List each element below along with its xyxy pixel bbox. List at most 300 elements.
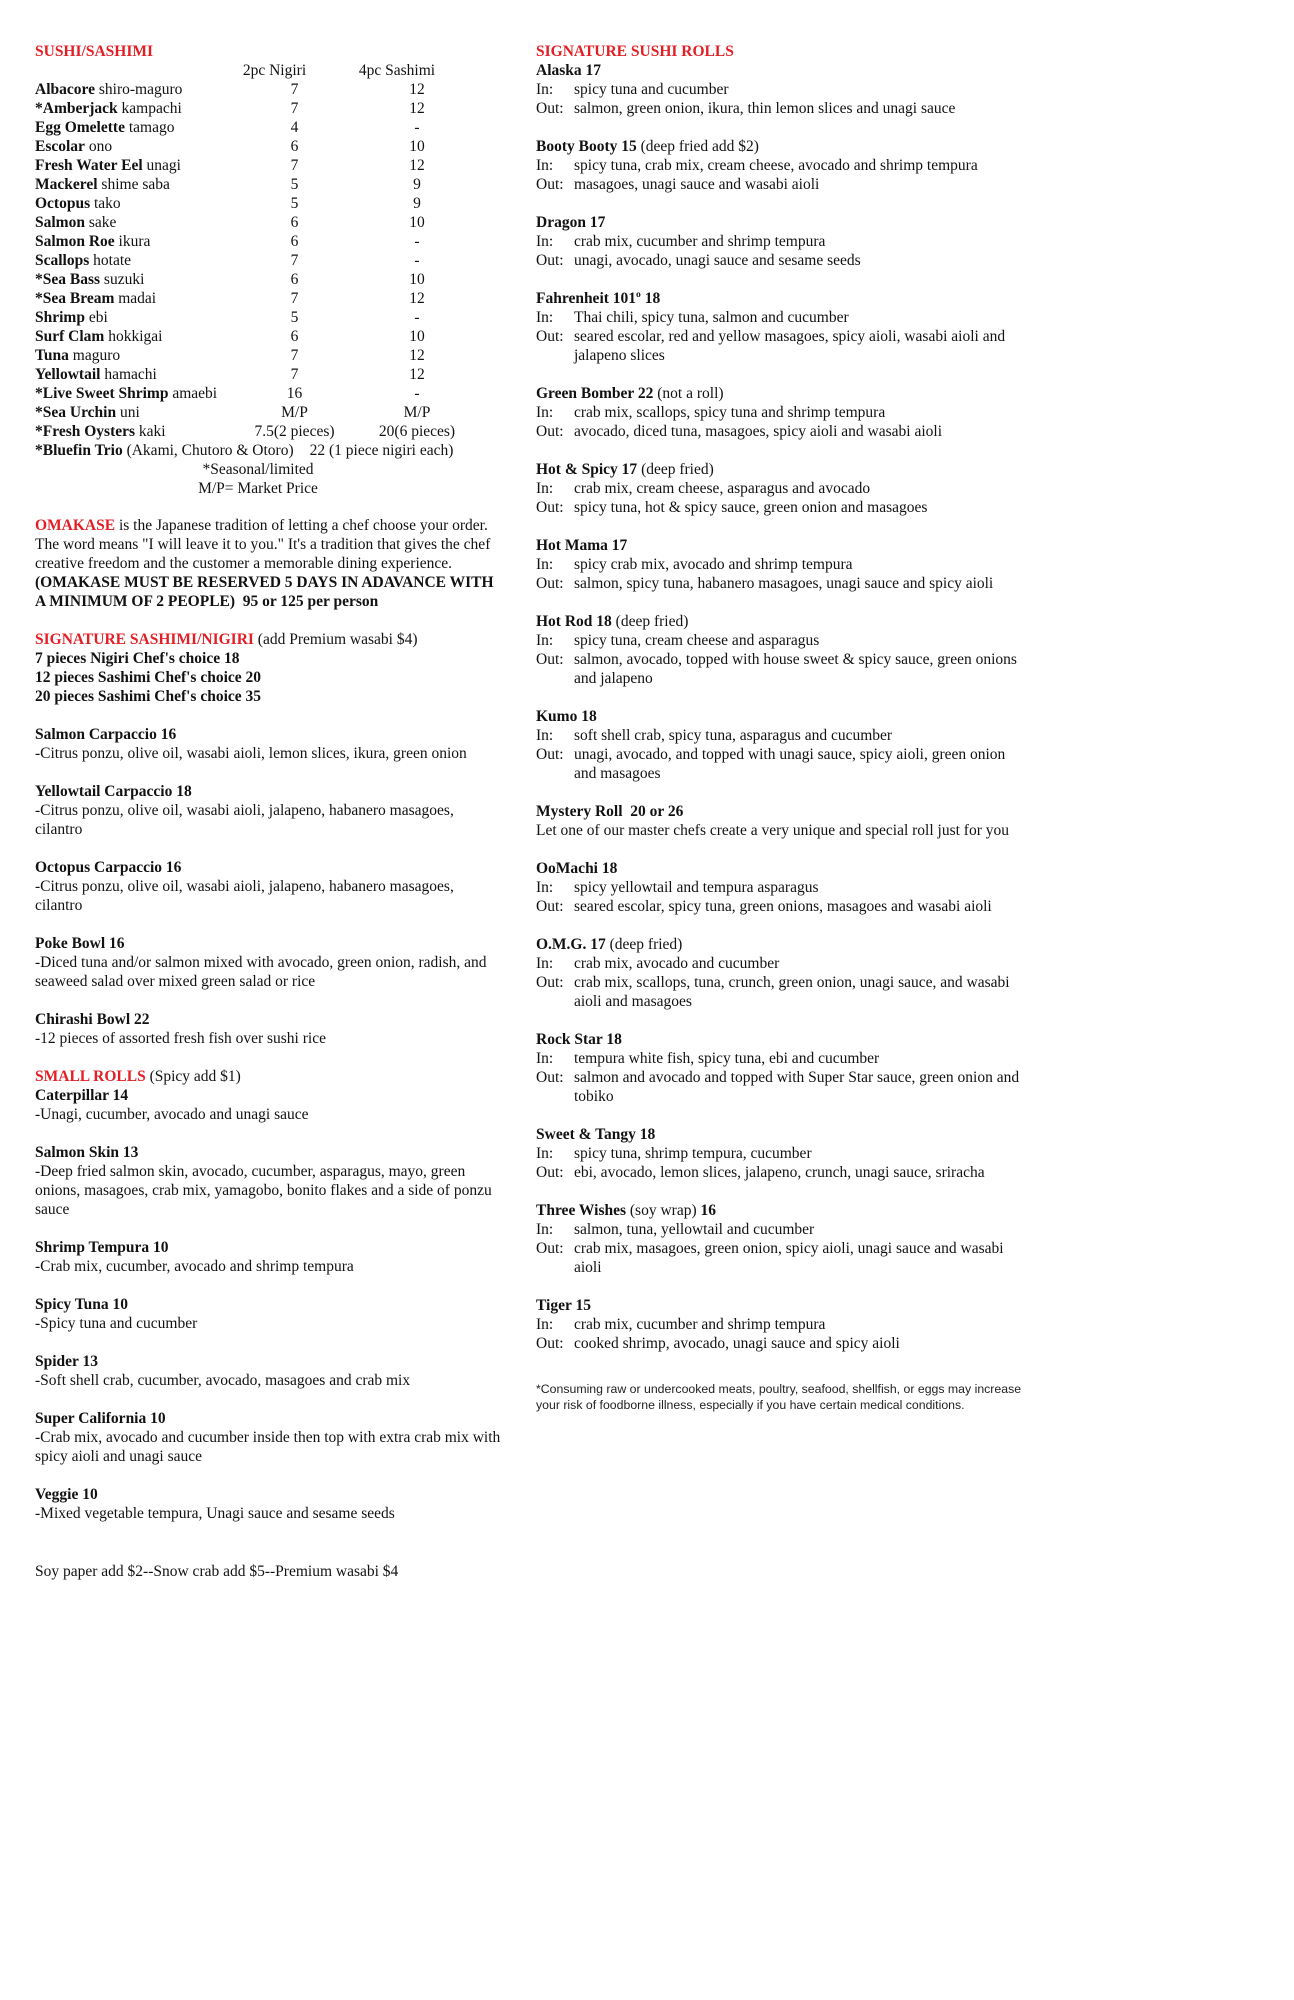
menu-item-description: -Citrus ponzu, olive oil, wasabi aioli, jalapeno, habanero masagoes, cilantro xyxy=(35,802,454,838)
fish-name-cell xyxy=(35,422,242,441)
roll-title xyxy=(536,61,1023,80)
fish-name: Shrimp xyxy=(35,309,85,326)
out-label: Out: xyxy=(536,746,564,763)
nigiri-price: 6 xyxy=(290,271,299,288)
roll-name: Rock Star 18 xyxy=(536,1031,622,1048)
fish-name-cell xyxy=(35,80,242,99)
nigiri-price: 7 xyxy=(290,290,299,307)
roll-in-line xyxy=(536,954,1023,973)
roll-in-line xyxy=(536,878,1023,897)
signature-roll xyxy=(536,802,1023,840)
roll-in-ingredients: tempura white fish, spicy tuna, ebi and cucumber xyxy=(574,1050,880,1067)
fish-japanese-name: uni xyxy=(119,404,140,421)
roll-name: Kumo 18 xyxy=(536,708,597,725)
fish-name-cell xyxy=(35,99,242,118)
roll-title xyxy=(536,289,1023,308)
fish-japanese-name: amaebi xyxy=(172,385,218,402)
sashimi-price: - xyxy=(414,385,420,402)
signature-roll xyxy=(536,289,1023,365)
roll-price: 18 xyxy=(644,290,661,307)
nigiri-price: 6 xyxy=(290,138,299,155)
sashimi-price: 12 xyxy=(409,100,425,117)
menu-item-name: Poke Bowl 16 xyxy=(35,935,125,952)
roll-out-ingredients: salmon, spicy tuna, habanero masagoes, unagi sauce and spicy aioli xyxy=(574,575,994,592)
in-label: In: xyxy=(536,632,554,649)
roll-name-superscript: o xyxy=(636,288,641,300)
signature-roll xyxy=(536,1201,1023,1277)
nigiri-price: 7 xyxy=(290,100,299,117)
roll-title xyxy=(536,536,1023,555)
col-header-sashimi: 4pc Sashimi xyxy=(358,62,436,79)
menu-item-title xyxy=(35,1409,503,1428)
signature-roll xyxy=(536,1296,1023,1353)
menu-item-name: Salmon Carpaccio 16 xyxy=(35,726,177,743)
fish-japanese-name: ikura xyxy=(118,233,151,250)
nigiri-price: 7.5(2 pieces) xyxy=(254,423,335,440)
signature-roll xyxy=(536,137,1023,194)
fish-japanese-name: kampachi xyxy=(121,100,182,117)
sashimi-price: 10 xyxy=(409,138,425,155)
fish-japanese-name: hokkigai xyxy=(108,328,163,345)
fish-name-cell xyxy=(35,365,242,384)
out-label: Out: xyxy=(536,575,564,592)
fish-name-cell xyxy=(35,289,242,308)
out-label: Out: xyxy=(536,1240,564,1257)
roll-name: OoMachi 18 xyxy=(536,860,618,877)
roll-out-ingredients: unagi, avocado, and topped with unagi sauce, spicy aioli, green onion and masagoes xyxy=(574,746,1006,782)
menu-item xyxy=(35,1352,503,1390)
roll-out-line xyxy=(536,650,1023,688)
fish-japanese-name: ono xyxy=(88,138,113,155)
roll-name: Booty Booty 15 xyxy=(536,138,637,155)
menu-item xyxy=(35,725,503,763)
nigiri-price: 7 xyxy=(290,157,299,174)
fish-name: Salmon Roe xyxy=(35,233,115,250)
in-label: In: xyxy=(536,556,554,573)
section-heading-signature-rolls: SIGNATURE SUSHI ROLLS xyxy=(536,43,734,60)
roll-end-note: (deep fried) xyxy=(609,936,683,953)
nigiri-price: 7 xyxy=(290,366,299,383)
roll-in-ingredients: crab mix, scallops, spicy tuna and shrimp tempura xyxy=(574,404,886,421)
fish-japanese-name: kaki xyxy=(138,423,166,440)
fish-name: Escolar xyxy=(35,138,85,155)
menu-item-description: -Crab mix, avocado and cucumber inside then top with extra crab mix with spicy aioli and unagi sauce xyxy=(35,1429,501,1465)
out-label: Out: xyxy=(536,1335,564,1352)
in-label: In: xyxy=(536,1145,554,1162)
section-heading-small-rolls xyxy=(35,1067,503,1086)
fish-japanese-name: shime saba xyxy=(101,176,170,193)
menu-item-name: Caterpillar 14 xyxy=(35,1087,129,1104)
roll-in-line xyxy=(536,232,1023,251)
roll-in-line xyxy=(536,479,1023,498)
roll-out-line xyxy=(536,973,1023,1011)
menu-item-name: Yellowtail Carpaccio 18 xyxy=(35,783,192,800)
small-rolls-section xyxy=(35,1067,503,1523)
sushi-sashimi-section xyxy=(35,42,503,498)
nigiri-price: 4 xyxy=(290,119,299,136)
fish-japanese-name: tako xyxy=(94,195,121,212)
roll-out-ingredients: cooked shrimp, avocado, unagi sauce and spicy aioli xyxy=(574,1335,900,1352)
sushi-table-row xyxy=(35,346,503,365)
menu-item xyxy=(35,782,503,839)
nigiri-price: 5 xyxy=(290,195,299,212)
roll-in-ingredients: spicy tuna, cream cheese and asparagus xyxy=(574,632,820,649)
signature-roll xyxy=(536,536,1023,593)
roll-out-line xyxy=(536,99,1023,118)
fish-name-cell xyxy=(35,308,242,327)
menu-item-description: -Deep fried salmon skin, avocado, cucumber, asparagus, mayo, green onions, masagoes, crab mix, yamagobo, bonito flakes and a side of ponzu sauce xyxy=(35,1163,492,1218)
signature-roll xyxy=(536,1030,1023,1106)
sushi-table-row xyxy=(35,251,503,270)
fish-japanese-name: shiro-maguro xyxy=(98,81,183,98)
nigiri-price: 6 xyxy=(290,328,299,345)
menu-item-title xyxy=(35,1485,503,1504)
roll-out-line xyxy=(536,897,1023,916)
signature-roll xyxy=(536,707,1023,783)
raw-food-disclaimer: *Consuming raw or undercooked meats, poultry, seafood, shellfish, or eggs may increase your risk of foodborne illness, especially if you have certain medical conditions. xyxy=(536,1382,1022,1412)
fish-name: *Sea Bream xyxy=(35,290,115,307)
signature-roll xyxy=(536,859,1023,916)
bluefin-sub: (Akami, Chutoro & Otoro) xyxy=(126,442,294,459)
omakase-lead: OMAKASE xyxy=(35,517,116,534)
menu-item-description: -Soft shell crab, cucumber, avocado, masagoes and crab mix xyxy=(35,1372,411,1389)
roll-in-ingredients: spicy tuna and cucumber xyxy=(574,81,729,98)
fish-name: Scallops xyxy=(35,252,90,269)
nigiri-price: M/P xyxy=(281,404,308,421)
empty-header-cell xyxy=(35,61,242,80)
fish-name-cell xyxy=(35,251,242,270)
roll-title xyxy=(536,1030,1023,1049)
fish-japanese-name: madai xyxy=(118,290,157,307)
sushi-table-row xyxy=(35,194,503,213)
sashimi-price: - xyxy=(414,252,420,269)
in-label: In: xyxy=(536,727,554,744)
fish-name-cell xyxy=(35,175,242,194)
out-label: Out: xyxy=(536,651,564,668)
sushi-table-row xyxy=(35,384,503,403)
signature-roll xyxy=(536,1125,1023,1182)
fish-name-cell xyxy=(35,137,242,156)
menu-item xyxy=(35,858,503,915)
roll-out-line xyxy=(536,574,1023,593)
sushi-table-row xyxy=(35,327,503,346)
roll-name: O.M.G. 17 xyxy=(536,936,606,953)
fish-name: Octopus xyxy=(35,195,91,212)
roll-out-line xyxy=(536,1334,1023,1353)
sushi-table-row xyxy=(35,403,503,422)
fish-name: Albacore xyxy=(35,81,95,98)
out-label: Out: xyxy=(536,898,564,915)
out-label: Out: xyxy=(536,974,564,991)
sashimi-price: 12 xyxy=(409,366,425,383)
omakase-reservation-note: (OMAKASE MUST BE RESERVED 5 DAYS IN ADAVANCE WITH A MINIMUM OF 2 PEOPLE) 95 or 125 per person xyxy=(35,574,497,610)
fish-name-cell xyxy=(35,118,242,137)
roll-out-ingredients: crab mix, scallops, tuna, crunch, green onion, unagi sauce, and wasabi aioli and masagoes xyxy=(574,974,1010,1010)
roll-in-line xyxy=(536,631,1023,650)
roll-name: Dragon 17 xyxy=(536,214,606,231)
roll-out-ingredients: salmon and avocado and topped with Super Star sauce, green onion and tobiko xyxy=(574,1069,1020,1105)
addons-footer-note: Soy paper add $2--Snow crab add $5--Premium wasabi $4 xyxy=(35,1563,399,1580)
roll-out-ingredients: masagoes, unagi sauce and wasabi aioli xyxy=(574,176,820,193)
roll-out-line xyxy=(536,498,1023,517)
roll-end-note: (deep fried) xyxy=(615,613,689,630)
nigiri-price: 7 xyxy=(290,347,299,364)
menu-item-title xyxy=(35,934,503,953)
sushi-table-row xyxy=(35,308,503,327)
sushi-table-row xyxy=(35,156,503,175)
signature-roll xyxy=(536,61,1023,118)
fish-name: Surf Clam xyxy=(35,328,105,345)
roll-out-ingredients: seared escolar, spicy tuna, green onions, masagoes and wasabi aioli xyxy=(574,898,992,915)
roll-title xyxy=(536,612,1023,631)
roll-out-ingredients: crab mix, masagoes, green onion, spicy aioli, unagi sauce and wasabi aioli xyxy=(574,1240,1004,1276)
roll-in-ingredients: crab mix, cucumber and shrimp tempura xyxy=(574,233,826,250)
omakase-body: is the Japanese tradition of letting a chef choose your order. The word means "I will leave it to you." It's a tradition that gives the chef creative freedom and the customer a memorable dining experience. xyxy=(35,517,491,572)
fish-name: *Fresh Oysters xyxy=(35,423,136,440)
sashimi-price: M/P xyxy=(403,404,431,421)
sushi-table-row xyxy=(35,80,503,99)
sushi-table-row xyxy=(35,137,503,156)
out-label: Out: xyxy=(536,176,564,193)
menu-item-name: Shrimp Tempura 10 xyxy=(35,1239,169,1256)
roll-in-line xyxy=(536,156,1023,175)
roll-name: Hot Mama 17 xyxy=(536,537,628,554)
menu-item-name: Spider 13 xyxy=(35,1353,99,1370)
menu-item xyxy=(35,1086,503,1124)
specialties-list xyxy=(35,725,503,1048)
fish-name-cell xyxy=(35,270,242,289)
roll-price: 16 xyxy=(700,1202,716,1219)
roll-name: Sweet & Tangy 18 xyxy=(536,1126,656,1143)
fish-name: Fresh Water Eel xyxy=(35,157,143,174)
roll-name: Green Bomber 22 xyxy=(536,385,654,402)
in-label: In: xyxy=(536,955,554,972)
roll-out-ingredients: salmon, green onion, ikura, thin lemon slices and unagi sauce xyxy=(574,100,956,117)
in-label: In: xyxy=(536,1050,554,1067)
fish-name: *Live Sweet Shrimp xyxy=(35,385,169,402)
sushi-table-row xyxy=(35,365,503,384)
sushi-table xyxy=(35,80,503,441)
roll-out-line xyxy=(536,251,1023,270)
roll-title xyxy=(536,1201,1023,1220)
small-rolls-note: (Spicy add $1) xyxy=(149,1068,241,1085)
nigiri-price: 6 xyxy=(290,233,299,250)
menu-item-description: -Crab mix, cucumber, avocado and shrimp tempura xyxy=(35,1258,354,1275)
in-label: In: xyxy=(536,1221,554,1238)
sushi-table-row xyxy=(35,99,503,118)
section-heading-signature-sashimi xyxy=(35,630,503,649)
fish-name: Mackerel xyxy=(35,176,98,193)
menu-item-title xyxy=(35,1086,503,1105)
roll-out-ingredients: ebi, avocado, lemon slices, jalapeno, crunch, unagi sauce, sriracha xyxy=(574,1164,985,1181)
left-column xyxy=(35,42,503,1523)
menu-item-title xyxy=(35,1143,503,1162)
signature-sashimi-option: 7 pieces Nigiri Chef's choice 18 xyxy=(35,650,240,667)
roll-name: Fahrenheit 101 xyxy=(536,290,637,307)
signature-roll xyxy=(536,384,1023,441)
menu-item-description: -Mixed vegetable tempura, Unagi sauce and sesame seeds xyxy=(35,1505,395,1522)
roll-in-line xyxy=(536,403,1023,422)
menu-item xyxy=(35,1238,503,1276)
out-label: Out: xyxy=(536,1164,564,1181)
sashimi-price: 12 xyxy=(409,290,425,307)
fish-name: Tuna xyxy=(35,347,69,364)
signature-roll xyxy=(536,213,1023,270)
menu-item-name: Chirashi Bowl 22 xyxy=(35,1011,150,1028)
bluefin-trio-line xyxy=(35,441,503,460)
roll-in-line xyxy=(536,555,1023,574)
nigiri-price: 6 xyxy=(290,214,299,231)
out-label: Out: xyxy=(536,423,564,440)
roll-out-line xyxy=(536,1239,1023,1277)
in-label: In: xyxy=(536,81,554,98)
menu-item-name: Spicy Tuna 10 xyxy=(35,1296,129,1313)
roll-title xyxy=(536,859,1023,878)
menu-item-title xyxy=(35,1295,503,1314)
menu-item-name: Veggie 10 xyxy=(35,1486,98,1503)
sushi-table-row xyxy=(35,422,503,441)
menu-item-title xyxy=(35,782,503,801)
menu-item-name: Salmon Skin 13 xyxy=(35,1144,139,1161)
in-label: In: xyxy=(536,309,554,326)
sashimi-price: 9 xyxy=(413,176,421,193)
roll-name: Three Wishes xyxy=(536,1202,627,1219)
out-label: Out: xyxy=(536,499,564,516)
fish-japanese-name: suzuki xyxy=(103,271,145,288)
menu-item xyxy=(35,1143,503,1219)
fish-name-cell xyxy=(35,194,242,213)
roll-in-ingredients: crab mix, cucumber and shrimp tempura xyxy=(574,1316,826,1333)
menu-item xyxy=(35,1409,503,1466)
roll-in-ingredients: Thai chili, spicy tuna, salmon and cucumber xyxy=(574,309,849,326)
signature-sashimi-heading: SIGNATURE SASHIMI/NIGIRI xyxy=(35,631,254,648)
roll-name: Alaska 17 xyxy=(536,62,602,79)
roll-end-note: (deep fried add $2) xyxy=(640,138,759,155)
roll-name: Hot Rod 18 xyxy=(536,613,612,630)
roll-title xyxy=(536,1296,1023,1315)
sashimi-price: 10 xyxy=(409,328,425,345)
roll-in-ingredients: spicy crab mix, avocado and shrimp tempura xyxy=(574,556,853,573)
menu-item-title xyxy=(35,1238,503,1257)
fish-japanese-name: hotate xyxy=(93,252,132,269)
menu-item xyxy=(35,1295,503,1333)
roll-title xyxy=(536,1125,1023,1144)
nigiri-price: 7 xyxy=(290,81,299,98)
bluefin-price: 22 (1 piece nigiri each) xyxy=(309,442,454,459)
out-label: Out: xyxy=(536,252,564,269)
signature-roll xyxy=(536,935,1023,1011)
sushi-table-row xyxy=(35,175,503,194)
menu-item-description: -Unagi, cucumber, avocado and unagi sauce xyxy=(35,1106,309,1123)
in-label: In: xyxy=(536,879,554,896)
small-rolls-heading: SMALL ROLLS xyxy=(35,1068,146,1085)
menu-item-title xyxy=(35,1010,503,1029)
in-label: In: xyxy=(536,233,554,250)
sushi-table-row xyxy=(35,213,503,232)
roll-out-line xyxy=(536,745,1023,783)
menu-item-name: Octopus Carpaccio 16 xyxy=(35,859,182,876)
roll-out-ingredients: unagi, avocado, unagi sauce and sesame seeds xyxy=(574,252,861,269)
fish-name: Egg Omelette xyxy=(35,119,125,136)
roll-end-note: (deep fried) xyxy=(641,461,714,478)
fish-name-cell xyxy=(35,156,242,175)
sushi-table-row xyxy=(35,289,503,308)
fish-japanese-name: unagi xyxy=(146,157,181,174)
menu-item xyxy=(35,934,503,991)
roll-in-ingredients: spicy tuna, crab mix, cream cheese, avocado and shrimp tempura xyxy=(574,157,978,174)
fish-name-cell xyxy=(35,232,242,251)
fish-name: Yellowtail xyxy=(35,366,101,383)
fish-name-cell xyxy=(35,403,242,422)
signature-roll xyxy=(536,612,1023,688)
sushi-table-header-row xyxy=(35,61,503,80)
roll-name: Mystery Roll 20 or 26 xyxy=(536,803,684,820)
sashimi-price: 10 xyxy=(409,271,425,288)
roll-in-line xyxy=(536,726,1023,745)
bluefin-name: *Bluefin Trio xyxy=(35,442,123,459)
omakase-paragraph xyxy=(35,516,503,573)
roll-title xyxy=(536,935,1023,954)
sashimi-price: - xyxy=(414,233,420,250)
roll-in-line xyxy=(536,80,1023,99)
out-label: Out: xyxy=(536,100,564,117)
section-heading-sushi-sashimi: SUSHI/SASHIMI xyxy=(35,43,154,60)
table-note: M/P= Market Price xyxy=(198,480,318,497)
menu-item-title xyxy=(35,725,503,744)
roll-title xyxy=(536,384,1023,403)
roll-title xyxy=(536,707,1023,726)
roll-title xyxy=(536,460,1023,479)
roll-title xyxy=(536,137,1023,156)
sashimi-price: 10 xyxy=(409,214,425,231)
signature-sashimi-section xyxy=(35,630,503,706)
nigiri-price: 7 xyxy=(290,252,299,269)
fish-name-cell xyxy=(35,346,242,365)
small-rolls-list xyxy=(35,1086,503,1523)
menu-item-title xyxy=(35,1352,503,1371)
fish-name: *Sea Bass xyxy=(35,271,101,288)
fish-name-cell xyxy=(35,384,242,403)
menu-item-description: -Spicy tuna and cucumber xyxy=(35,1315,198,1332)
sashimi-price: 20(6 pieces) xyxy=(378,423,456,440)
in-label: In: xyxy=(536,1316,554,1333)
roll-in-line xyxy=(536,1220,1023,1239)
signature-sashimi-option: 20 pieces Sashimi Chef's choice 35 xyxy=(35,688,262,705)
signature-roll xyxy=(536,460,1023,517)
roll-in-line xyxy=(536,1049,1023,1068)
roll-name: Tiger 15 xyxy=(536,1297,591,1314)
nigiri-price: 5 xyxy=(290,309,299,326)
nigiri-price: 16 xyxy=(286,385,303,402)
roll-name: Hot & Spicy 17 xyxy=(536,461,638,478)
roll-in-ingredients: soft shell crab, spicy tuna, asparagus and cucumber xyxy=(574,727,893,744)
fish-japanese-name: maguro xyxy=(72,347,121,364)
table-note: *Seasonal/limited xyxy=(202,461,314,478)
sashimi-price: 12 xyxy=(409,157,425,174)
roll-out-line xyxy=(536,175,1023,194)
in-label: In: xyxy=(536,480,554,497)
roll-out-line xyxy=(536,1068,1023,1106)
sushi-table-row xyxy=(35,232,503,251)
sashimi-price: - xyxy=(414,309,420,326)
sashimi-price: - xyxy=(414,119,420,136)
sashimi-price: 9 xyxy=(413,195,421,212)
fish-japanese-name: hamachi xyxy=(104,366,157,383)
roll-out-line xyxy=(536,1163,1023,1182)
roll-description: Let one of our master chefs create a very unique and special roll just for you xyxy=(536,822,1009,839)
sushi-table-notes xyxy=(35,460,481,498)
roll-in-line xyxy=(536,1315,1023,1334)
